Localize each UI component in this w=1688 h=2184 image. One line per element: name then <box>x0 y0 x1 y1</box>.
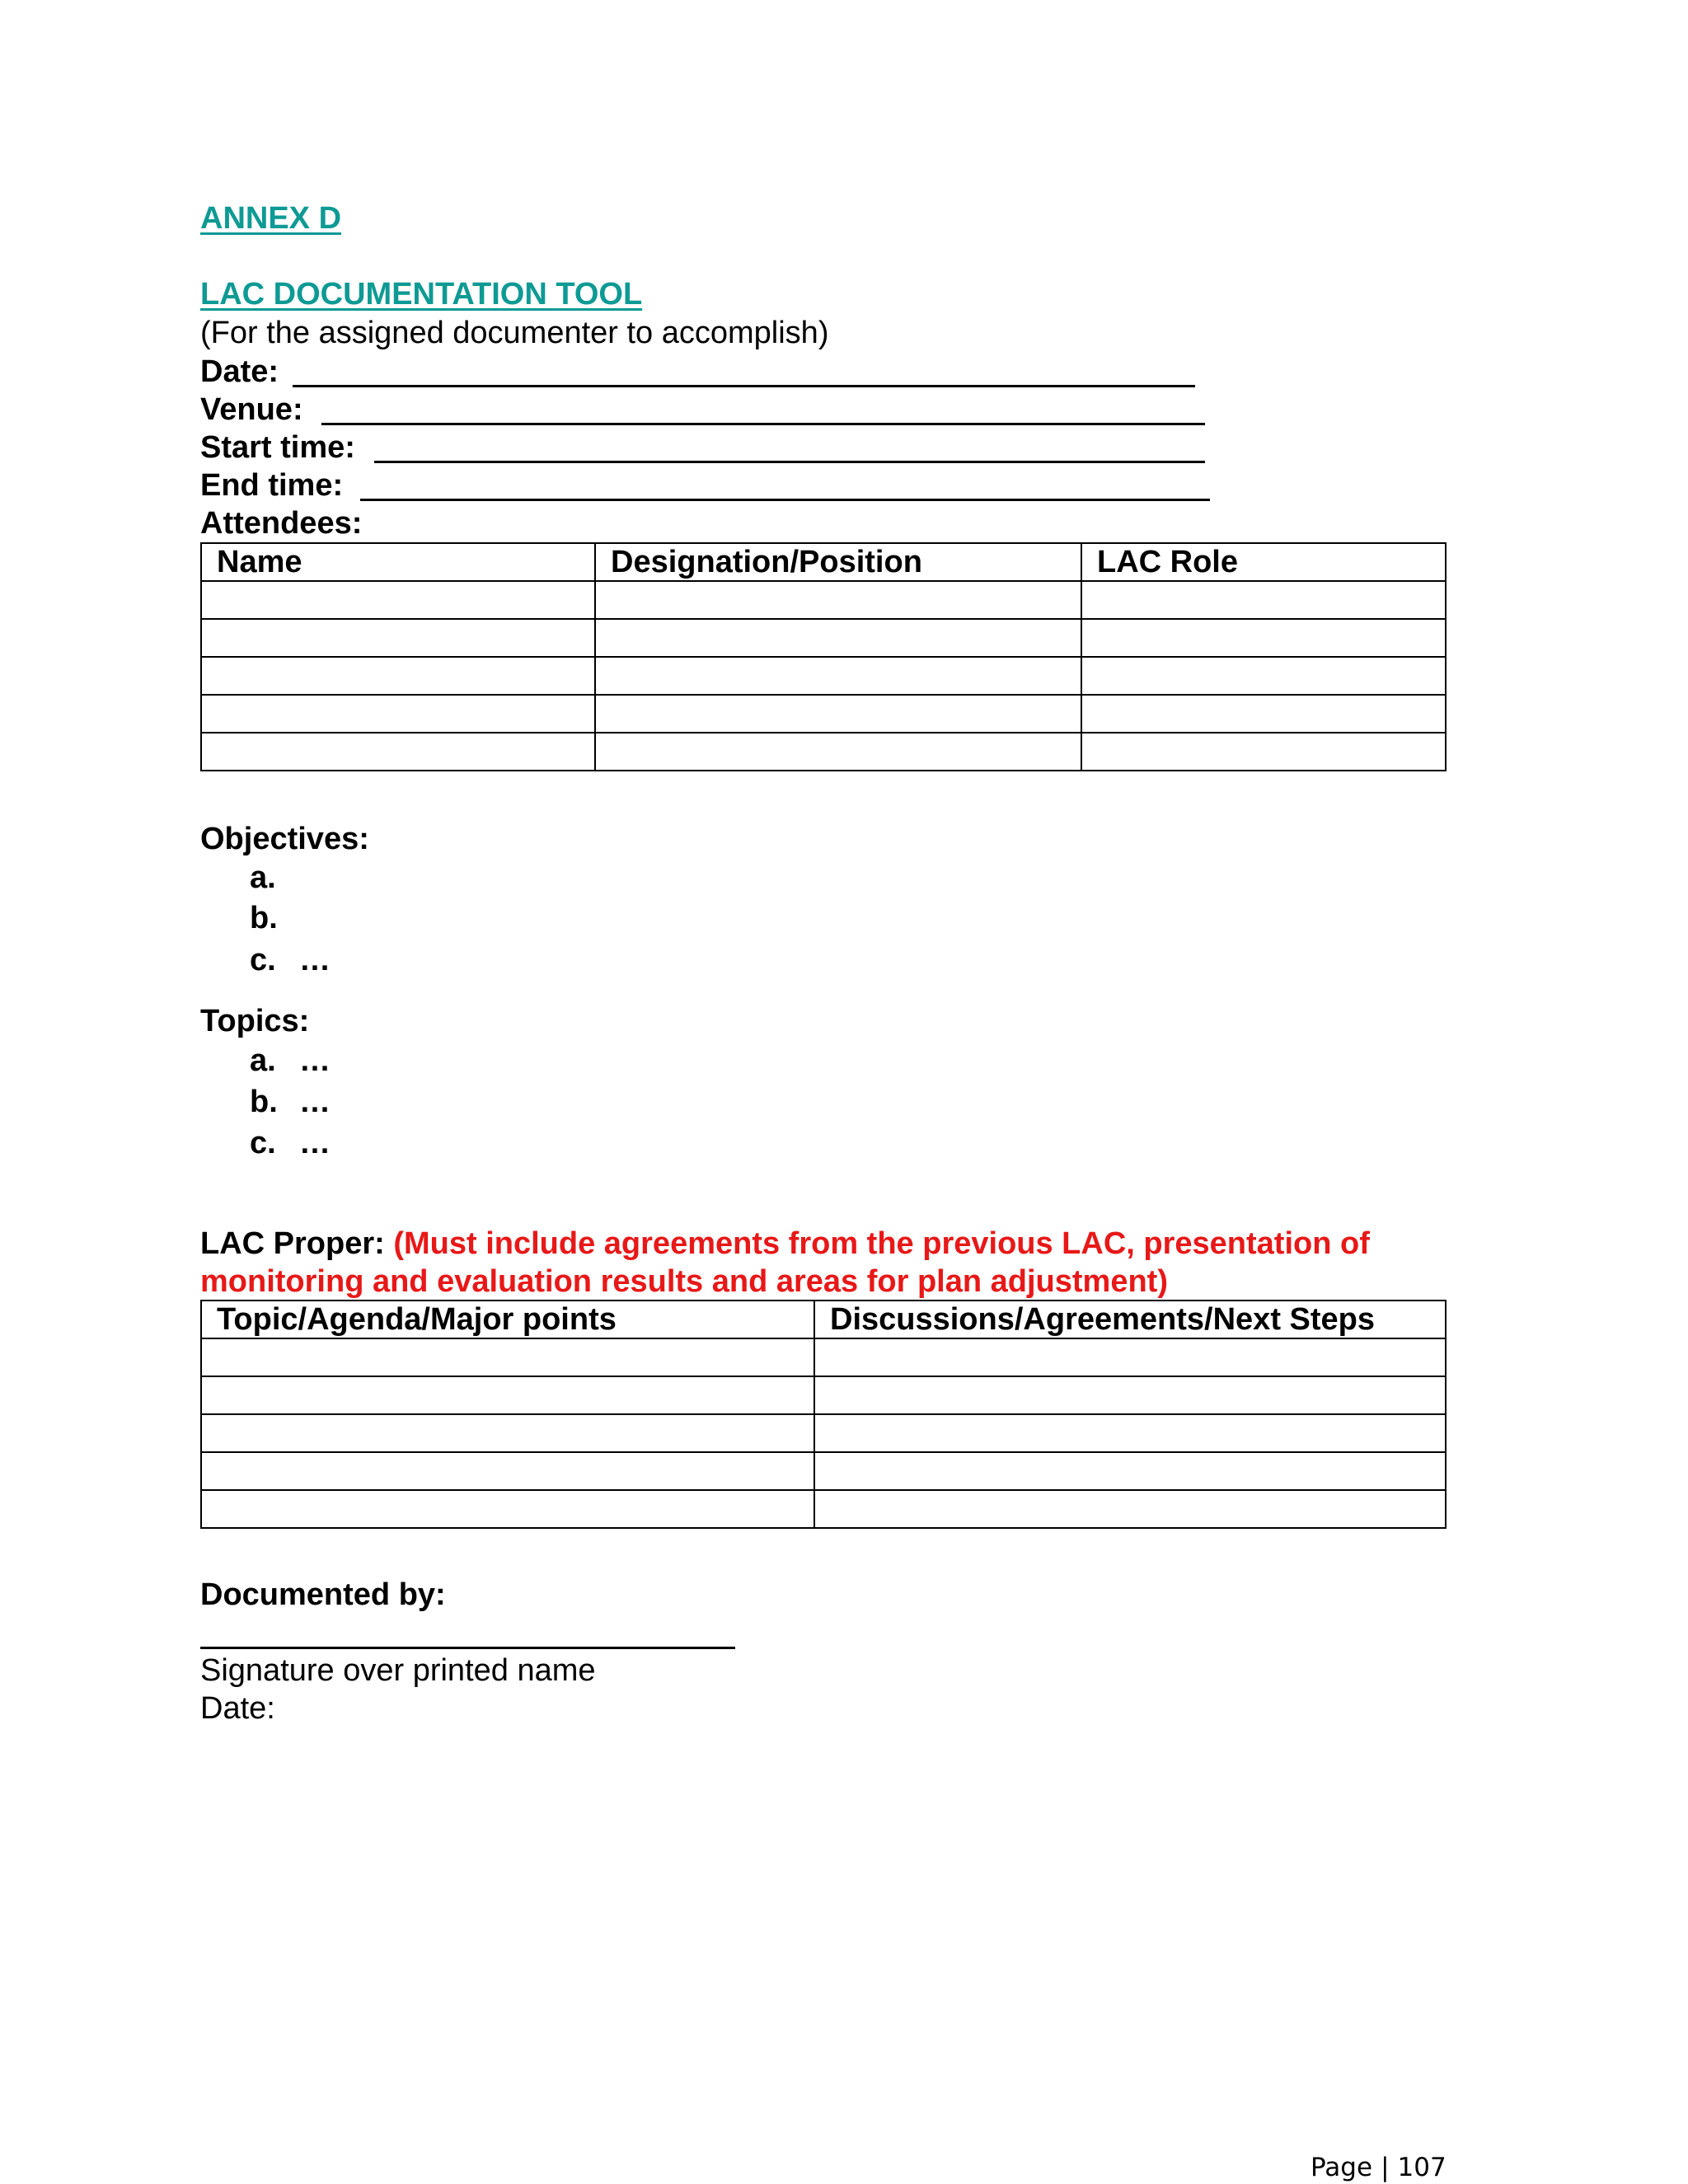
lac-proper-label: LAC Proper: <box>200 1226 385 1261</box>
lac-proper-row <box>201 1338 1446 1376</box>
lac-proper-row <box>201 1490 1446 1528</box>
attendees-row <box>201 695 1446 733</box>
topic-item <box>250 1042 331 1080</box>
signature-date-label: Date: <box>200 1691 275 1726</box>
lac-proper-cell[interactable] <box>201 1452 814 1490</box>
list-item-text: … <box>299 1043 331 1078</box>
attendees-cell[interactable] <box>1081 581 1446 619</box>
attendees-table <box>200 542 1447 771</box>
venue-field[interactable] <box>200 391 1222 429</box>
attendees-row <box>201 733 1446 771</box>
lac-proper-row <box>201 1414 1446 1452</box>
attendees-label: Attendees: <box>200 506 363 541</box>
column-header-discussions: Discussions/Agreements/Next Steps <box>814 1301 1446 1338</box>
attendees-cell[interactable] <box>595 581 1081 619</box>
objective-item <box>250 899 299 937</box>
column-header-lac-role: LAC Role <box>1081 543 1446 581</box>
topic-item <box>250 1083 331 1121</box>
attendees-cell[interactable] <box>1081 695 1446 733</box>
list-item-text: … <box>299 1085 331 1119</box>
lac-proper-row <box>201 1376 1446 1414</box>
venue-field-label: Venue: <box>200 392 303 427</box>
attendees-cell[interactable] <box>201 695 595 733</box>
attendees-cell[interactable] <box>1081 733 1446 771</box>
lac-proper-cell[interactable] <box>201 1338 814 1376</box>
lac-proper-cell[interactable] <box>814 1376 1446 1414</box>
attendees-cell[interactable] <box>595 695 1081 733</box>
attendees-cell[interactable] <box>595 657 1081 695</box>
objective-item <box>250 859 299 897</box>
page-word: Page <box>1311 2153 1373 2182</box>
lac-proper-heading <box>200 1225 1370 1263</box>
instruction-text: (For the assigned documenter to accomplish) <box>200 316 829 350</box>
page-number: 107 <box>1397 2153 1447 2182</box>
signature-caption: Signature over printed name <box>200 1653 596 1688</box>
venue-blank-line <box>321 423 1205 425</box>
lac-proper-header-row <box>201 1301 1446 1338</box>
attendees-cell[interactable] <box>201 619 595 657</box>
list-marker: c. <box>250 1126 276 1160</box>
attendees-header-row <box>201 543 1446 581</box>
lac-proper-row <box>201 1452 1446 1490</box>
lac-proper-cell[interactable] <box>814 1490 1446 1528</box>
annex-label: ANNEX D <box>200 201 342 236</box>
lac-proper-cell[interactable] <box>201 1414 814 1452</box>
list-marker: a. <box>250 1043 276 1078</box>
lac-proper-cell[interactable] <box>814 1338 1446 1376</box>
signature-line[interactable] <box>200 1647 735 1649</box>
end-time-field[interactable] <box>200 466 1222 504</box>
attendees-row <box>201 619 1446 657</box>
topics-label: Topics: <box>200 1004 310 1038</box>
attendees-row <box>201 657 1446 695</box>
attendees-cell[interactable] <box>201 581 595 619</box>
attendees-row <box>201 581 1446 619</box>
start-time-field-label: Start time: <box>200 430 355 465</box>
topic-item <box>250 1124 331 1162</box>
lac-proper-cell[interactable] <box>814 1414 1446 1452</box>
lac-proper-table <box>200 1300 1447 1529</box>
lac-proper-cell[interactable] <box>201 1376 814 1414</box>
column-header-designation: Designation/Position <box>595 543 1081 581</box>
attendees-cell[interactable] <box>1081 619 1446 657</box>
objective-item <box>250 941 331 979</box>
column-header-name: Name <box>201 543 595 581</box>
date-blank-line <box>293 385 1195 387</box>
column-header-topic: Topic/Agenda/Major points <box>201 1301 814 1338</box>
attendees-cell[interactable] <box>595 619 1081 657</box>
documented-by-label: Documented by: <box>200 1577 446 1612</box>
list-item-text: … <box>299 943 331 977</box>
attendees-cell[interactable] <box>595 733 1081 771</box>
objectives-label: Objectives: <box>200 822 369 856</box>
attendees-cell[interactable] <box>201 733 595 771</box>
date-field-label: Date: <box>200 354 279 389</box>
end-time-field-label: End time: <box>200 468 344 503</box>
page-footer <box>1311 2153 1447 2182</box>
lac-proper-note-line1: (Must include agreements from the previous LAC, presentation of <box>393 1226 1370 1261</box>
date-field[interactable] <box>200 353 1222 391</box>
end-time-blank-line <box>360 499 1210 501</box>
start-time-blank-line <box>374 461 1205 463</box>
attendees-cell[interactable] <box>1081 657 1446 695</box>
start-time-field[interactable] <box>200 429 1222 466</box>
lac-proper-note-line2: monitoring and evaluation results and areas for plan adjustment) <box>200 1264 1168 1299</box>
list-item-text: … <box>299 1126 331 1160</box>
list-marker: b. <box>250 1085 278 1119</box>
list-marker: a. <box>250 860 276 895</box>
list-marker: c. <box>250 943 276 977</box>
lac-proper-cell[interactable] <box>201 1490 814 1528</box>
attendees-cell[interactable] <box>201 657 595 695</box>
list-marker: b. <box>250 901 278 935</box>
footer-separator: | <box>1381 2153 1390 2182</box>
lac-proper-cell[interactable] <box>814 1452 1446 1490</box>
document-title: LAC DOCUMENTATION TOOL <box>200 277 643 312</box>
